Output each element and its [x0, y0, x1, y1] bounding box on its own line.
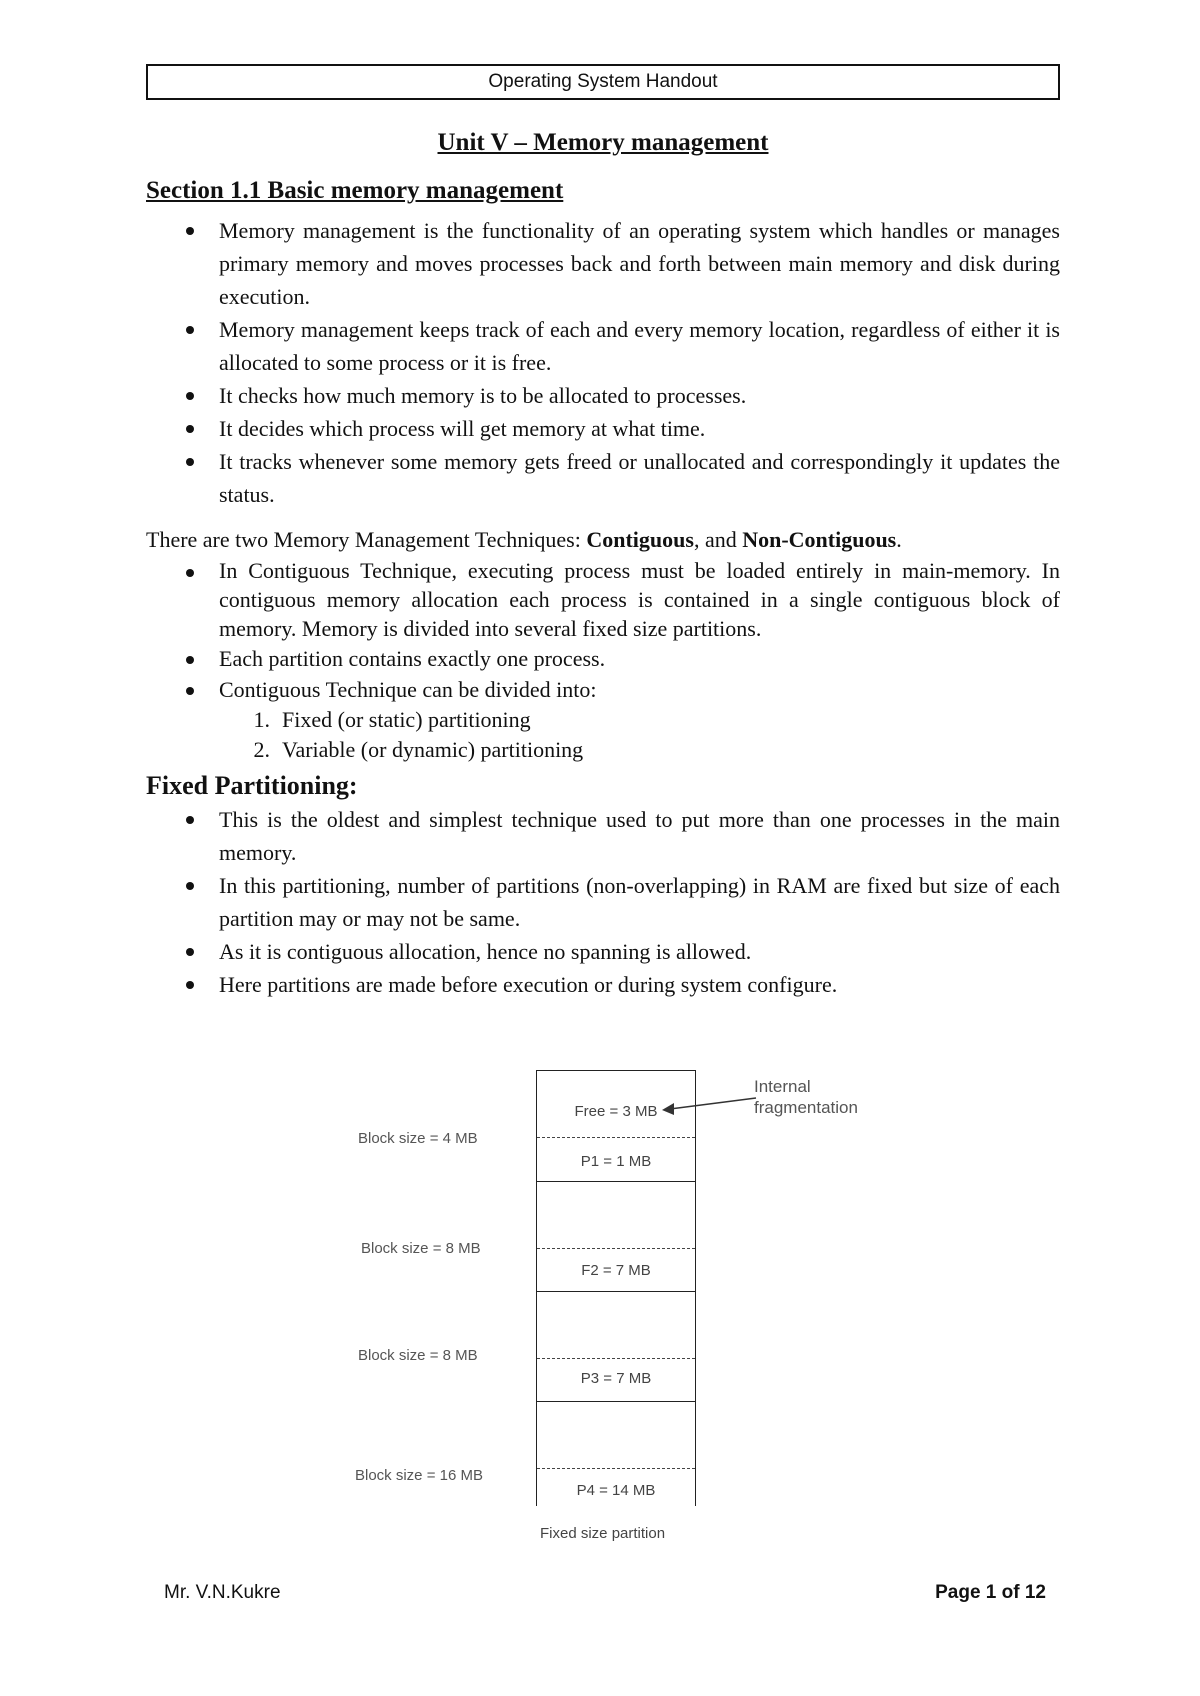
block-size-label: Block size = 8 MB — [361, 1240, 481, 1257]
block-size-label: Block size = 8 MB — [358, 1347, 478, 1364]
section-title: Section 1.1 Basic memory management — [146, 177, 564, 204]
partition-divider — [537, 1468, 695, 1469]
block-size-label: Block size = 4 MB — [358, 1130, 478, 1147]
internal-label-line1: Internal — [754, 1077, 811, 1096]
fixed-partition-diagram — [330, 1070, 890, 1550]
list-item: This is the oldest and simplest technique used to put more than one processes in the main memory. — [146, 803, 1060, 869]
term-contiguous: Contiguous — [586, 527, 694, 552]
intro-suffix: . — [896, 527, 902, 552]
item-number: 2. — [253, 737, 270, 762]
item-text: Variable (or dynamic) partitioning — [282, 737, 584, 762]
page-header — [146, 64, 1060, 100]
diagram-caption: Fixed size partition — [540, 1525, 666, 1542]
list-item: It tracks whenever some memory gets freed or unallocated and correspondingly it updates the status. — [146, 445, 1060, 511]
process-label: F2 = 7 MB — [581, 1262, 651, 1279]
header-title: Operating System Handout — [488, 71, 718, 92]
basic-bullet-list — [146, 214, 1060, 511]
list-item: Each partition contains exactly one process. — [146, 643, 1060, 674]
list-item — [146, 705, 1060, 735]
free-space-label: Free = 3 MB — [574, 1103, 658, 1120]
techniques-intro — [146, 523, 1060, 556]
memory-column — [536, 1070, 696, 1506]
list-item: It decides which process will get memory at what time. — [146, 412, 1060, 445]
item-text: Fixed (or static) partitioning — [282, 707, 531, 732]
process-label: P1 = 1 MB — [580, 1153, 652, 1170]
list-item: Memory management keeps track of each and every memory location, regardless of either it is allocated to some process or it is free. — [146, 313, 1060, 379]
main-content — [146, 126, 1060, 1001]
partition-divider — [537, 1137, 695, 1138]
internal-label-line2: fragmentation — [754, 1098, 858, 1117]
fixed-partitioning-title: Fixed Partitioning: — [146, 771, 358, 800]
contiguous-bullet-list — [146, 556, 1060, 705]
list-item: Here partitions are made before execution or during system configure. — [146, 968, 1060, 1001]
block-size-label: Block size = 16 MB — [355, 1467, 483, 1484]
intro-prefix: There are two Memory Management Techniques: — [146, 527, 587, 552]
fixed-bullet-list — [146, 803, 1060, 1001]
list-item: In this partitioning, number of partitions (non-overlapping) in RAM are fixed but size of each partition may or may not be same. — [146, 869, 1060, 935]
list-item: It checks how much memory is to be allocated to processes. — [146, 379, 1060, 412]
partition-divider — [537, 1358, 695, 1359]
term-non-contiguous: Non-Contiguous — [742, 527, 897, 552]
list-item: Contiguous Technique can be divided into: — [146, 674, 1060, 705]
process-label: P4 = 14 MB — [576, 1482, 656, 1499]
partition-divider — [537, 1248, 695, 1249]
item-number: 1. — [253, 707, 270, 732]
internal-fragmentation-label — [754, 1076, 858, 1118]
memory-block — [537, 1071, 695, 1181]
list-item: Memory management is the functionality of an operating system which handles or manages primary memory and moves processes back and forth between main memory and disk during execution. — [146, 214, 1060, 313]
memory-block — [537, 1401, 695, 1507]
intro-mid: , and — [693, 527, 743, 552]
memory-block — [537, 1181, 695, 1291]
contiguous-types-list — [146, 705, 1060, 765]
process-label: P3 = 7 MB — [580, 1370, 652, 1387]
list-item: In Contiguous Technique, executing process must be loaded entirely in main-memory. In contiguous memory allocation each process is contained in a single contiguous block of memory. Memory is divided into several fixed size partitions. — [146, 556, 1060, 643]
list-item: As it is contiguous allocation, hence no spanning is allowed. — [146, 935, 1060, 968]
footer-page-number: Page 1 of 12 — [935, 1582, 1046, 1603]
list-item — [146, 735, 1060, 765]
footer-author: Mr. V.N.Kukre — [164, 1582, 281, 1603]
arrow-icon — [660, 1092, 760, 1122]
unit-title: Unit V – Memory management — [437, 129, 769, 156]
memory-block — [537, 1291, 695, 1401]
